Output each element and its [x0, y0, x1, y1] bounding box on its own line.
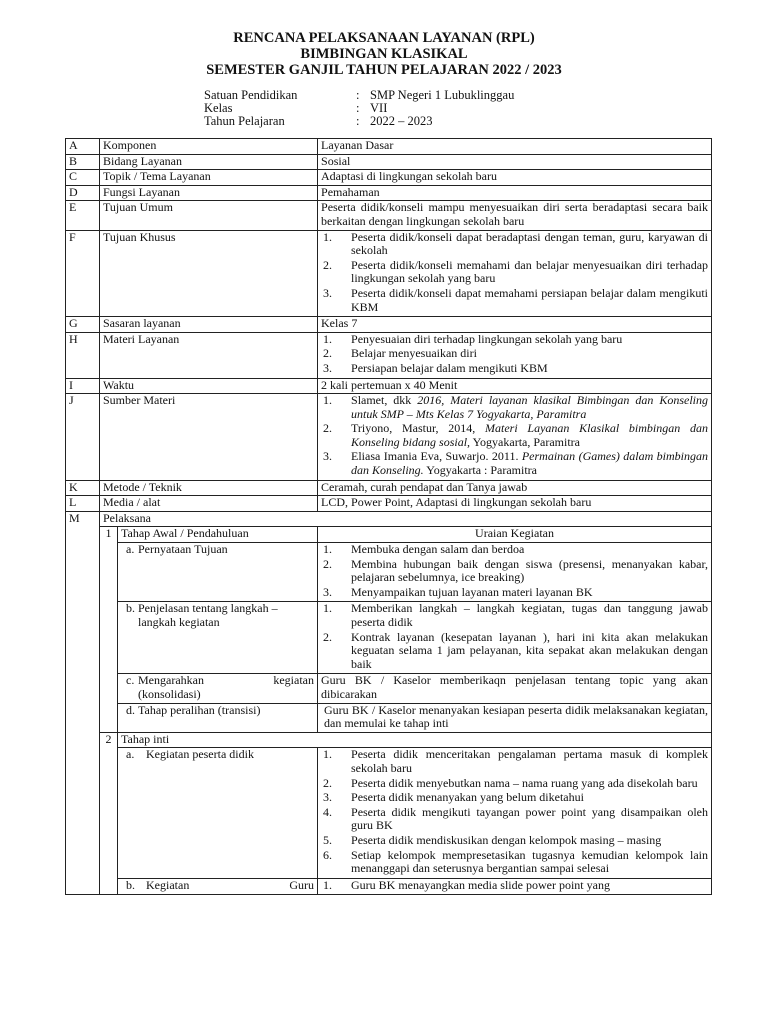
list-item: 2. Peserta didik menyebutkan nama – nama ruang yang ada disekolah baru [323, 775, 698, 790]
row-label: Fungsi Layanan [100, 185, 318, 201]
step-peralihan [66, 703, 712, 732]
row-label: Komponen [100, 139, 318, 155]
row-value-list [318, 230, 712, 317]
list-item: 2. Belajar menyesuaikan diri [323, 346, 477, 361]
row-materi [66, 332, 712, 378]
row-code: J [66, 394, 100, 481]
row-waktu [66, 378, 712, 394]
row-value: Pemahaman [318, 185, 712, 201]
step-label: d. Tahap peralihan (transisi) [118, 703, 318, 732]
row-label: Materi Layanan [100, 332, 318, 378]
section-title: Tahap inti [118, 732, 712, 748]
document-title: RENCANA PELAKSANAAN LAYANAN (RPL) [233, 30, 535, 46]
meta-label: Tahun Pelajaran [204, 114, 285, 128]
row-label: Sumber Materi [100, 394, 318, 481]
step-label: a. Kegiatan peserta didik [118, 748, 318, 878]
step-value: Guru BK / Kaselor memberikaqn penjelasan tentang topic yang akan dibicarakan [318, 674, 712, 703]
row-code: I [66, 378, 100, 394]
row-value: Layanan Dasar [318, 139, 712, 155]
row-label: Sasaran layanan [100, 317, 318, 333]
meta-separator: : [356, 114, 360, 128]
row-code: D [66, 185, 100, 201]
section-2-header [66, 732, 712, 748]
row-value-list [318, 394, 712, 481]
row-value: Peserta didik/konseli mampu menyesuaikan diri serta beradaptasi secara baik berkaitan dengan lingkungan sekolah baru [318, 201, 712, 230]
meta-label: Satuan Pendidikan [204, 88, 298, 102]
row-value: Kelas 7 [318, 317, 712, 333]
list-item: 2. Membina hubungan baik dengan siswa (presensi, menanyakan kabar, pelajaran sebelumnya, ice breaking) [323, 556, 709, 585]
list-item: 4. Peserta didik mengikuti tayangan power point yang disampaikan oleh guru BK [323, 804, 709, 833]
list-item: 1. Peserta didik menceritakan pengalaman pertama masuk di komplek sekolah baru [323, 747, 709, 775]
list-item: 2. Triyono, Mastur, 2014, Materi Layanan Klasikal bimbingan dan Konseling bidang sosial, Yogyakarta, Paramitra [323, 421, 709, 449]
row-code: B [66, 154, 100, 170]
step-mengarahkan [66, 674, 712, 703]
step-items [318, 748, 712, 878]
row-label: Metode / Teknik [100, 480, 318, 496]
meta-separator: : [356, 101, 360, 115]
step-label: b. Penjelasan tentang langkah – langkah kegiatan [118, 602, 318, 674]
row-value: Sosial [318, 154, 712, 170]
row-code: A [66, 139, 100, 155]
meta-separator: : [356, 88, 360, 102]
step-items [318, 878, 712, 895]
row-label: Media / alat [100, 496, 318, 512]
list-item: 3. Peserta didik menanyakan yang belum diketahui [323, 790, 584, 805]
step-label: c. Mengarahkan kegiatan (konsolidasi) [118, 674, 318, 703]
step-value: Guru BK / Kaselor menanyakan kesiapan peserta didik melaksanakan kegiatan, dan memulai ke tahap inti [318, 703, 712, 732]
row-label: Tujuan Umum [100, 201, 318, 230]
row-label: Tujuan Khusus [100, 230, 318, 317]
row-code: G [66, 317, 100, 333]
meta-label: Kelas [204, 101, 233, 115]
document-subtitle: BIMBINGAN KLASIKAL [300, 46, 468, 62]
row-value: LCD, Power Point, Adaptasi di lingkungan sekolah baru [318, 496, 712, 512]
row-label: Pelaksana [100, 511, 712, 527]
list-item: 6. Setiap kelompok mempresetasikan tugasnya kemudian kelompok lain menanggapi dan seterusnya bergantian sampai selesai [323, 847, 709, 876]
step-kegiatan-peserta [66, 748, 712, 878]
row-value: 2 kali pertemuan x 40 Menit [318, 378, 712, 394]
row-value-list [318, 332, 712, 378]
list-item: 3. Eliasa Imania Eva, Suwarjo. 2011. Permainan (Games) dalam bimbingan dan Konseling. Yogyakarta : Paramitra [323, 449, 709, 478]
row-label: Waktu [100, 378, 318, 394]
row-bidang [66, 154, 712, 170]
step-items [318, 602, 712, 674]
section-number: 2 [100, 732, 118, 895]
row-label: Bidang Layanan [100, 154, 318, 170]
row-tujuan-khusus [66, 230, 712, 317]
list-item: 1. Peserta didik/konseli dapat beradaptasi dengan teman, guru, karyawan di sekolah [323, 229, 709, 258]
row-code: C [66, 170, 100, 186]
document-semester: SEMESTER GANJIL TAHUN PELAJARAN 2022 / 2023 [206, 62, 562, 78]
step-pernyataan-tujuan [66, 543, 712, 602]
list-item: 1. Memberikan langkah – langkah kegiatan, tugas dan tanggung jawab peserta didik [323, 601, 709, 629]
list-item: 1. Guru BK menayangkan media slide power point yang [323, 877, 610, 892]
list-item: 1. Membuka dengan salam dan berdoa [323, 542, 525, 557]
section-number: 1 [100, 527, 118, 732]
step-label: a. Pernyataan Tujuan [118, 543, 318, 602]
row-komponen [66, 139, 712, 155]
row-fungsi [66, 185, 712, 201]
list-item: 1. Slamet, dkk 2016, Materi layanan klasikal Bimbingan dan Konseling untuk SMP – Mts Kelas 7 Yogyakarta, Paramitra [323, 393, 709, 421]
step-penjelasan [66, 602, 712, 674]
section-title: Tahap Awal / Pendahuluan [118, 527, 318, 543]
row-value: Adaptasi di lingkungan sekolah baru [318, 170, 712, 186]
step-kegiatan-guru [66, 878, 712, 895]
meta-value: SMP Negeri 1 Lubuklinggau [370, 88, 515, 102]
row-metode [66, 480, 712, 496]
row-sumber [66, 394, 712, 481]
rpl-table [65, 138, 712, 895]
row-code: K [66, 480, 100, 496]
row-topik [66, 170, 712, 186]
list-item: 5. Peserta didik mendiskusikan dengan kelompok masing – masing [323, 832, 662, 847]
row-label: Topik / Tema Layanan [100, 170, 318, 186]
list-item: 3. Persiapan belajar dalam mengikuti KBM [323, 360, 548, 375]
section-1-header [66, 527, 712, 543]
row-media [66, 496, 712, 512]
row-code: F [66, 230, 100, 317]
row-code: M [66, 511, 100, 894]
step-items [318, 543, 712, 602]
row-code: L [66, 496, 100, 512]
meta-value: 2022 – 2023 [370, 114, 433, 128]
list-item: 1. Penyesuaian diri terhadap lingkungan sekolah yang baru [323, 331, 623, 346]
row-pelaksana [66, 511, 712, 527]
list-item: 2. Peserta didik/konseli memahami dan belajar menyesuaikan diri terhadap lingkungan sekolah yang baru [323, 257, 709, 286]
meta-value: VII [370, 101, 388, 115]
row-sasaran [66, 317, 712, 333]
uraian-header: Uraian Kegiatan [318, 527, 712, 543]
row-code: H [66, 332, 100, 378]
list-item: 2. Kontrak layanan (kesepatan layanan ), hari ini kita akan melakukan keguatan selama 1 jam pelayanan, kita sepakat akan melakukan dengan baik [323, 629, 709, 671]
list-item: 3. Menyampaikan tujuan layanan materi layanan BK [323, 584, 593, 599]
step-label: b. Kegiatan Guru [118, 878, 318, 895]
row-code: E [66, 201, 100, 230]
row-value: Ceramah, curah pendapat dan Tanya jawab [318, 480, 712, 496]
row-tujuan-umum [66, 201, 712, 230]
list-item: 3. Peserta didik/konseli dapat memahami persiapan belajar dalam mengikuti KBM [323, 285, 709, 314]
